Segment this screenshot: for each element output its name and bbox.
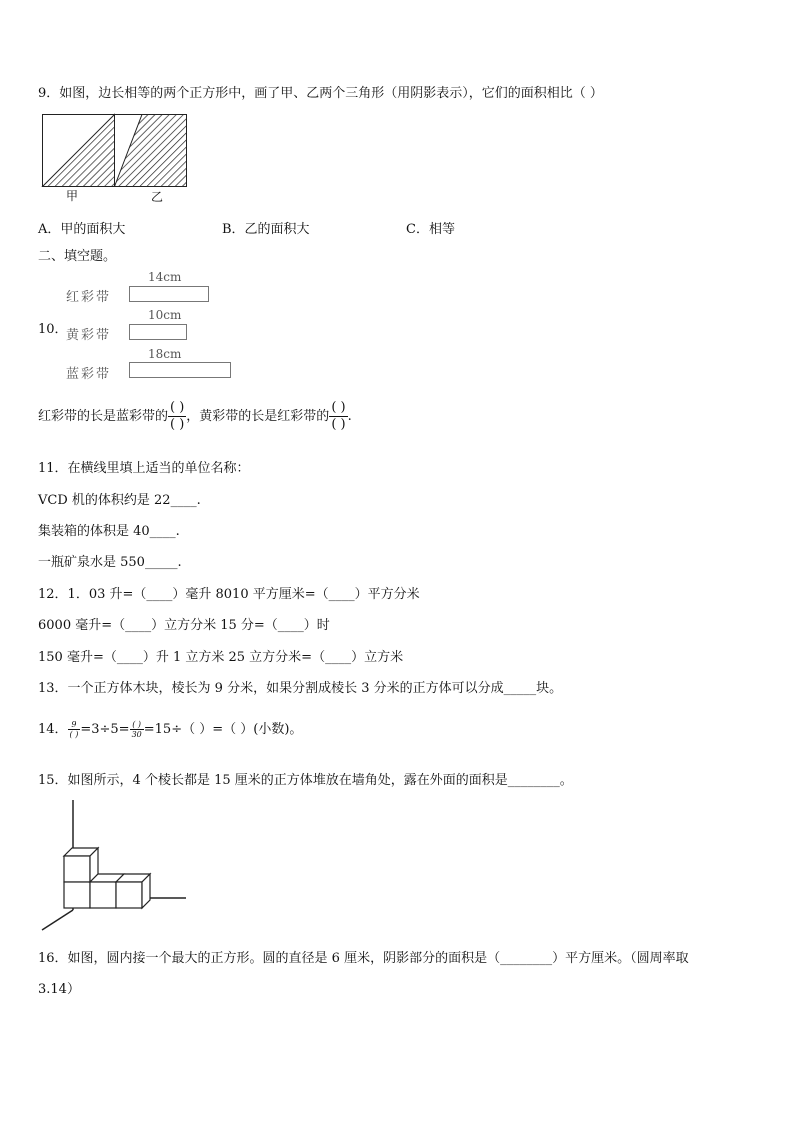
q14-fraction-1: $\frac{9}{( )}$ (69, 720, 79, 739)
q9-option-a: A．甲的面积大 (38, 222, 126, 237)
q11-line-2: 集装箱的体积是 40____. (38, 524, 180, 539)
q10-number: 10． (38, 322, 68, 337)
ribbon-blue-length: 18cm (148, 347, 182, 361)
ribbon-red-length: 14cm (148, 270, 182, 284)
q10-fraction-2: $\frac{( )}{( )}$ (331, 400, 346, 432)
q9-label-yi: 乙 (151, 190, 164, 204)
ribbon-red-bar (129, 286, 209, 302)
q11-line-3: 一瓶矿泉水是 550_____. (38, 555, 182, 570)
q15-text: 15．如图所示，4 个棱长都是 15 厘米的正方体堆放在墙角处，露在外面的面积是________。 (38, 773, 573, 788)
q14-text: 14． $\frac{9}{( )}$ =3÷5= $\frac{( )}{30}$ =15÷（ ）=（ ）(小数)。 (38, 720, 303, 739)
q10-sentence: 红彩带的长是蓝彩带的 $\frac{( )}{( )}$ ，黄彩带的长是红彩带的 $\frac{( )}{( )}$ . (38, 400, 352, 432)
q14-fraction-2: $\frac{( )}{30}$ (131, 720, 142, 739)
q16-line-2: 3.14） (38, 982, 80, 997)
q9-figure (42, 114, 190, 192)
q9-text: 9．如图，边长相等的两个正方形中，画了甲、乙两个三角形（用阴影表示），它们的面积相比（ ） (38, 86, 603, 101)
q13-text: 13．一个正方体木块，棱长为 9 分米，如果分割成棱长 3 分米的正方体可以分成_____块。 (38, 681, 563, 696)
ribbon-red-label: 红彩带 (66, 290, 112, 305)
ribbon-blue-label: 蓝彩带 (66, 367, 112, 382)
section-title: 二、填空题。 (38, 249, 117, 264)
q9-option-c: C．相等 (406, 222, 455, 237)
ribbon-blue-bar (129, 362, 231, 378)
q10-sentence-b: ，黄彩带的长是红彩带的 (186, 409, 330, 424)
q9-option-b: B．乙的面积大 (222, 222, 310, 237)
ribbon-yellow-label: 黄彩带 (66, 328, 112, 343)
ribbon-yellow-bar (129, 324, 187, 340)
q10-fraction-1: $\frac{( )}{( )}$ (170, 400, 185, 432)
q12-line-1: 12．1．03 升=（____）毫升 8010 平方厘米=（____）平方分米 (38, 587, 420, 602)
triangle-yi-shade (115, 115, 187, 187)
triangle-jia (43, 115, 115, 187)
q11-title: 11．在横线里填上适当的单位名称： (38, 461, 250, 476)
q12-line-2: 6000 毫升=（____）立方分米 15 分=（____）时 (38, 618, 330, 633)
ribbon-yellow-length: 10cm (148, 308, 182, 322)
q9-label-jia: 甲 (66, 189, 79, 203)
q15-cube-figure (40, 800, 190, 932)
q12-line-3: 150 毫升=（____）升 1 立方米 25 立方分米=（____）立方米 (38, 650, 404, 665)
q10-sentence-a: 红彩带的长是蓝彩带的 (38, 409, 169, 424)
q11-line-1: VCD 机的体积约是 22____. (38, 493, 201, 508)
q16-line-1: 16．如图，圆内接一个最大的正方形。圆的直径是 6 厘米，阴影部分的面积是（________）平方厘米。（圆周率取 (38, 951, 689, 966)
